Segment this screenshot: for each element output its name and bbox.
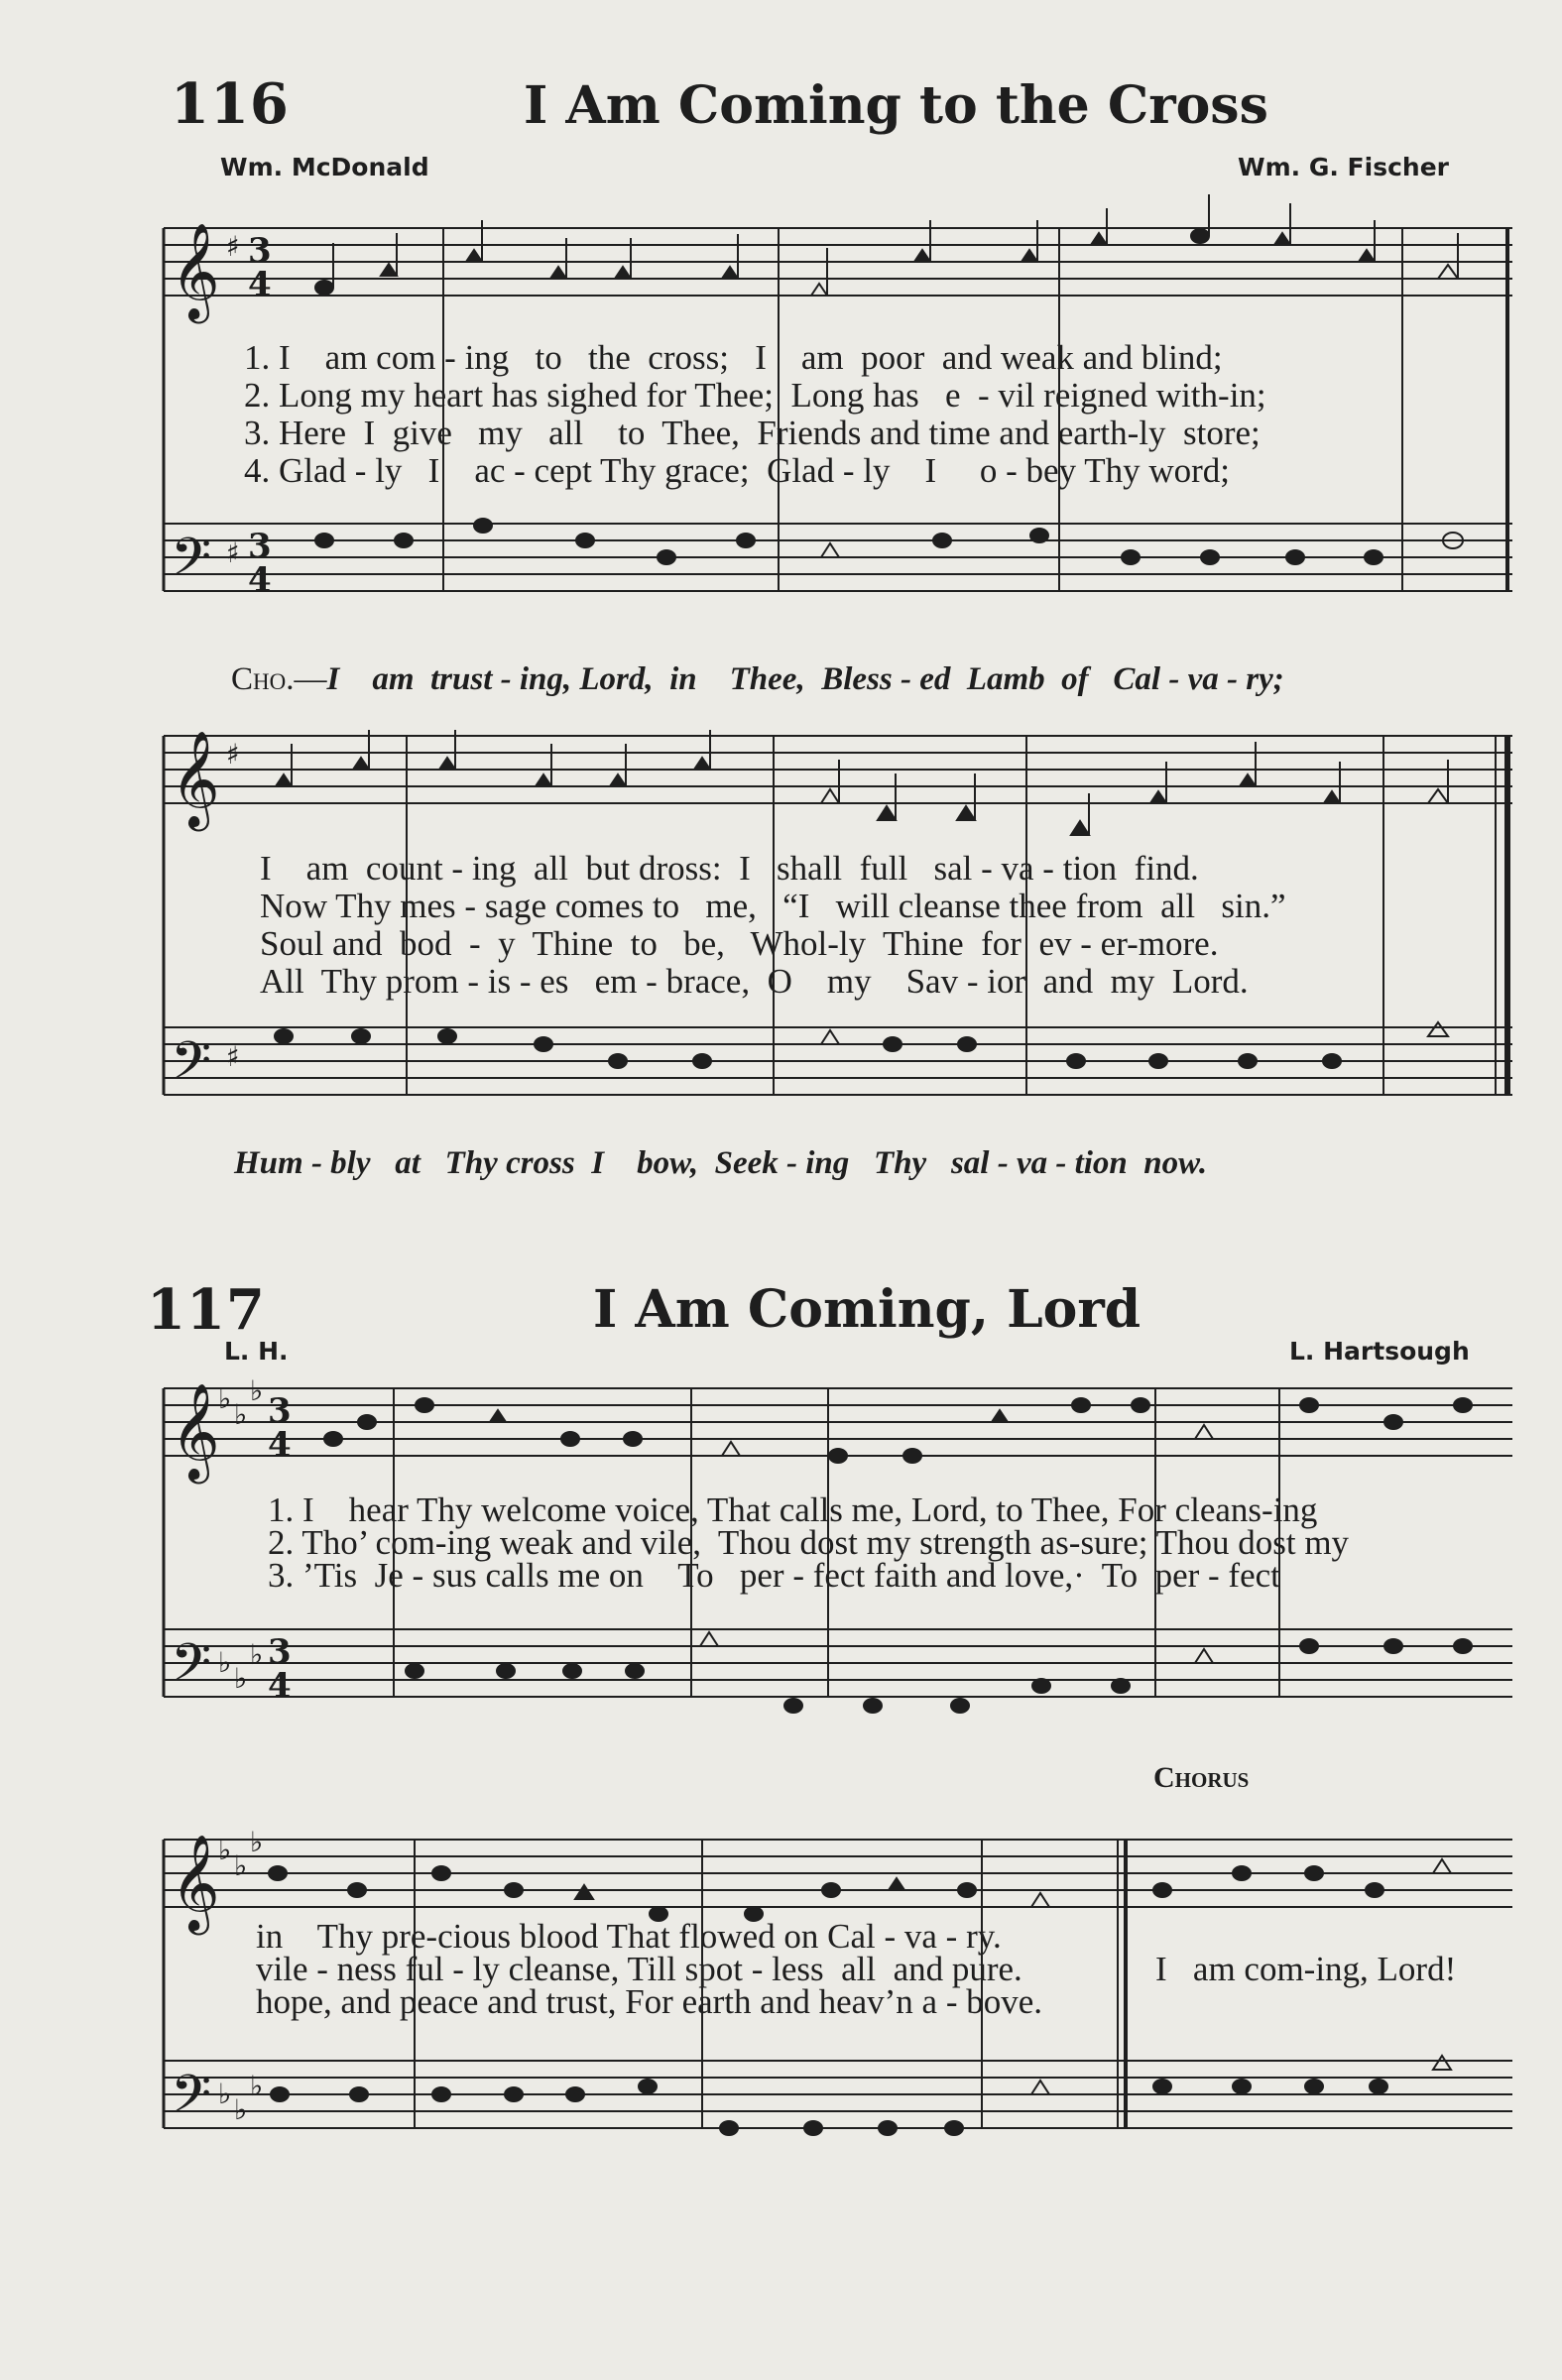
- hymn-116-title: I Am Coming to the Cross: [524, 75, 1268, 136]
- svg-text:𝄞: 𝄞: [171, 1382, 220, 1480]
- hymn-116-verse-4-line-a: 4. Glad - ly I ac - cept Thy grace; Glad - ly I o - bey Thy word;: [244, 451, 1230, 490]
- hymn-117-chorus-label: Chorus: [1153, 1761, 1250, 1794]
- hymn-116-number: 116: [171, 71, 290, 137]
- hymn-116-verse-1-line-b: I am count - ing all but dross: I shall full sal - va - tion find.: [260, 849, 1199, 888]
- svg-text:4: 4: [268, 1425, 292, 1465]
- hymn-117-verse-1-line-b: in Thy pre-cious blood That flowed on Cal - va - ry.: [256, 1917, 1002, 1956]
- hymn-117-number: 117: [147, 1277, 266, 1343]
- hymn-116-verse-4-line-b: All Thy prom - is - es em - brace, O my Sav - ior and my Lord.: [260, 962, 1249, 1001]
- svg-text:3: 3: [268, 1391, 292, 1431]
- svg-text:♭: ♭: [234, 2093, 248, 2126]
- hymn-117-verse-3-line-a: 3. ’Tis Je - sus calls me on To per - fect faith and love,· To per - fect: [268, 1556, 1280, 1595]
- svg-text:♯: ♯: [226, 1040, 240, 1073]
- svg-text:♯: ♯: [226, 536, 240, 569]
- svg-text:3: 3: [248, 527, 272, 566]
- svg-text:♭: ♭: [250, 2070, 264, 2102]
- svg-text:♯: ♯: [226, 230, 240, 263]
- hymn-117-verse-1-line-a: 1. I hear Thy welcome voice, That calls me, Lord, to Thee, For cleans-ing: [268, 1490, 1318, 1529]
- svg-text:3: 3: [268, 1632, 292, 1672]
- hymn-116-chorus-line-1: [198, 631, 1284, 729]
- svg-text:♭: ♭: [218, 2078, 232, 2110]
- hymn-117-verse-2-line-b: vile - ness ful - ly cleanse, Till spot - less all and pure.: [256, 1950, 1022, 1988]
- svg-text:𝄞: 𝄞: [171, 730, 220, 827]
- hymn-116-verse-1-line-a: 1. I am com - ing to the cross; I am poor and weak and blind;: [244, 338, 1223, 377]
- hymn-117-words-credit: L. H.: [224, 1337, 289, 1366]
- svg-text:♭: ♭: [234, 1849, 248, 1882]
- svg-text:4: 4: [248, 560, 272, 600]
- svg-text:3: 3: [248, 231, 272, 271]
- svg-text:4: 4: [268, 1666, 292, 1706]
- hymn-116-verse-3-line-a: 3. Here I give my all to Thee, Friends and time and earth-ly store;: [244, 414, 1261, 452]
- hymn-116-words-credit: Wm. McDonald: [220, 153, 429, 181]
- svg-text:♭: ♭: [250, 1374, 264, 1407]
- svg-text:♯: ♯: [226, 738, 240, 771]
- hymn-117-verse-2-line-a: 2. Tho’ com-ing weak and vile, Thou dost my strength as-sure; Thou dost my: [268, 1523, 1350, 1562]
- hymn-116-chorus-line-2: Hum - bly at Thy cross I bow, Seek - ing Thy sal - va - tion now.: [234, 1145, 1208, 1181]
- hymn-117-music-credit: L. Hartsough: [1289, 1337, 1470, 1366]
- svg-text:𝄞: 𝄞: [171, 222, 220, 319]
- hymn-116-verse-3-line-b: Soul and bod - y Thine to be, Whol-ly Thine for ev - er-more.: [260, 924, 1219, 963]
- svg-text:♭: ♭: [250, 1638, 264, 1671]
- hymn-116-verse-2-line-a: 2. Long my heart has sighed for Thee; Long has e - vil reigned with-in;: [244, 376, 1266, 415]
- svg-text:𝄢: 𝄢: [171, 528, 212, 601]
- svg-text:♭: ♭: [250, 1826, 264, 1858]
- hymn-116-chorus-label: Cho.—: [231, 661, 327, 697]
- hymn-116-music-credit: Wm. G. Fischer: [1238, 153, 1449, 181]
- svg-text:♭: ♭: [218, 1382, 232, 1415]
- svg-text:♭: ♭: [218, 1834, 232, 1866]
- hymn-117-title: I Am Coming, Lord: [593, 1279, 1141, 1340]
- svg-text:𝄢: 𝄢: [171, 1633, 212, 1707]
- svg-text:♭: ♭: [218, 1646, 232, 1679]
- hymn-116-chorus-text-1: I am trust - ing, Lord, in Thee, Bless - ed Lamb of Cal - va - ry;: [326, 661, 1284, 697]
- hymn-116-verse-2-line-b: Now Thy mes - sage comes to me, “I will cleanse thee from all sin.”: [260, 887, 1286, 925]
- hymn-117-verse-3-line-b: hope, and peace and trust, For earth and heav’n a - bove.: [256, 1982, 1043, 2021]
- svg-text:4: 4: [248, 265, 272, 304]
- svg-text:𝄞: 𝄞: [171, 1834, 220, 1931]
- svg-text:♭: ♭: [234, 1662, 248, 1695]
- svg-text:𝄢: 𝄢: [171, 2065, 212, 2138]
- hymn-117-chorus-start: I am com-ing, Lord!: [1155, 1950, 1457, 1988]
- svg-text:𝄢: 𝄢: [171, 1031, 212, 1105]
- svg-text:♭: ♭: [234, 1398, 248, 1431]
